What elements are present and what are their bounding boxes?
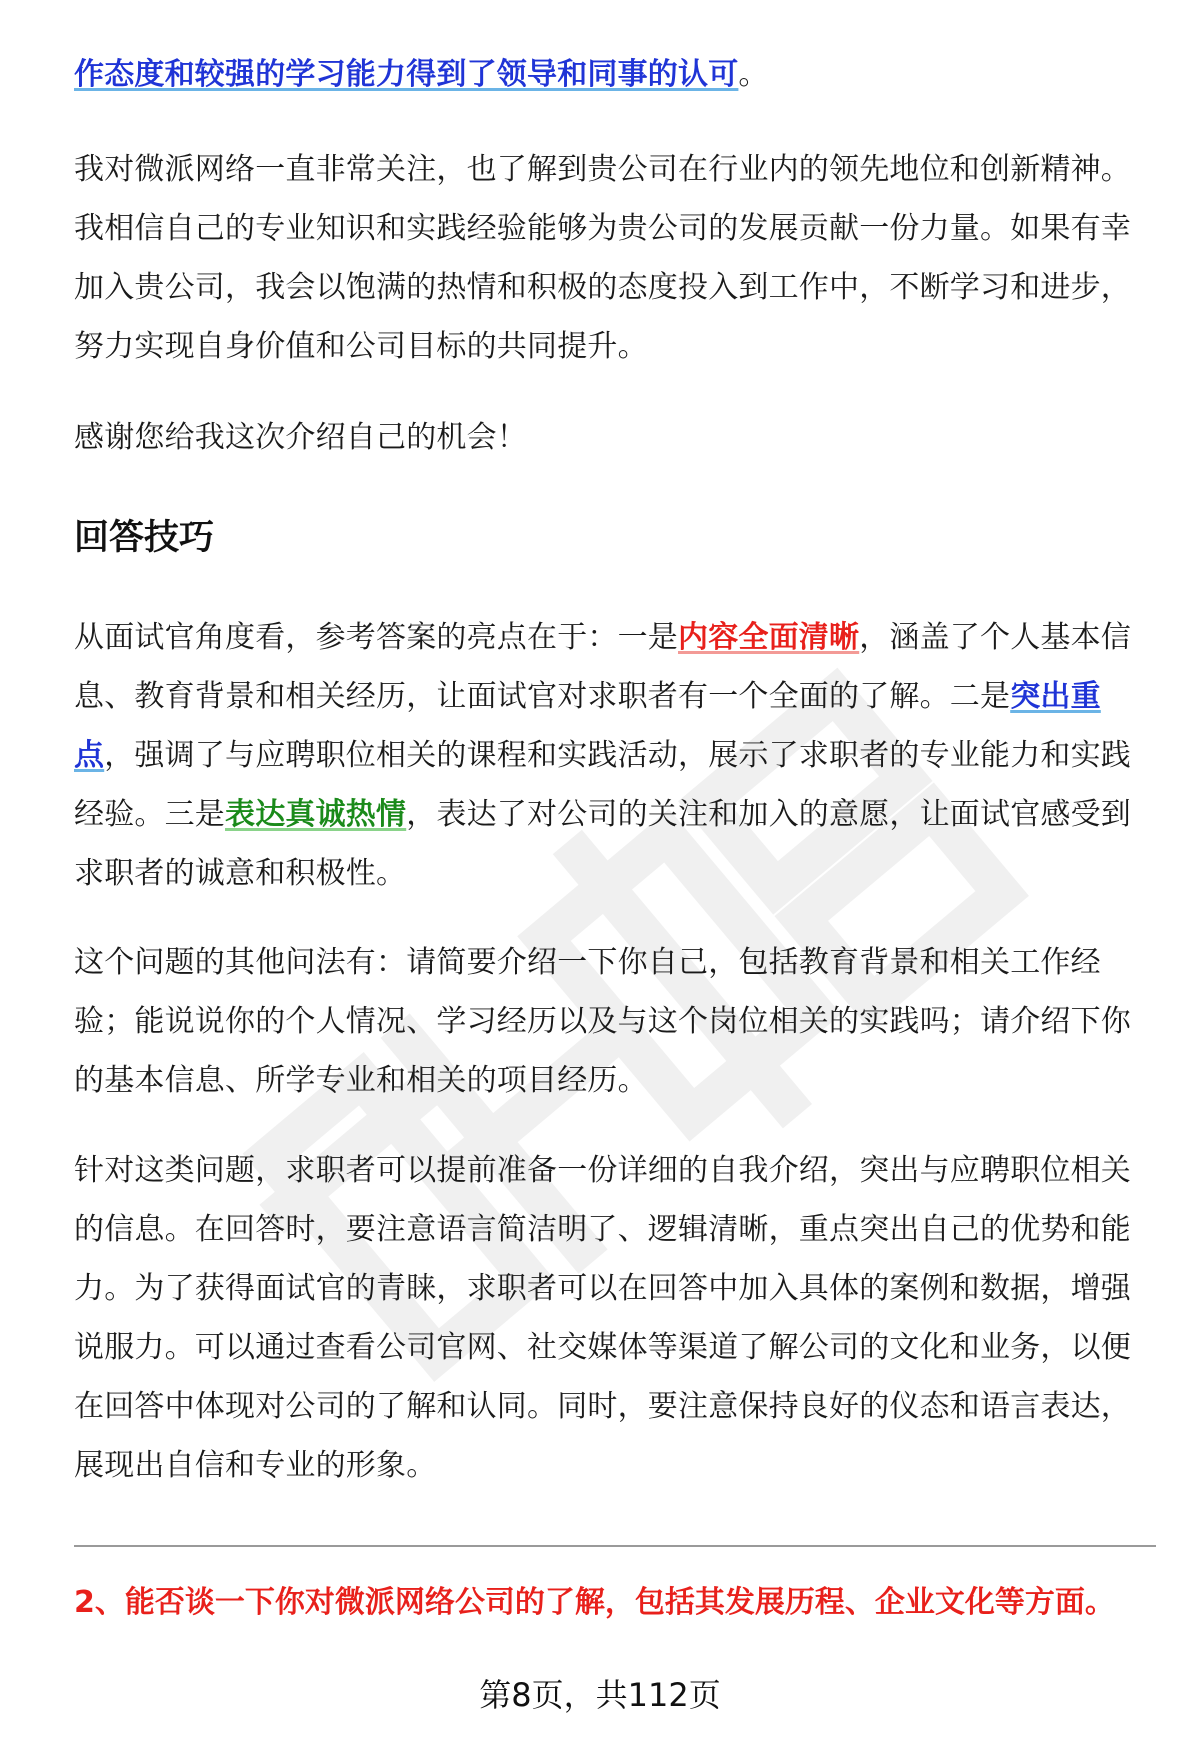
alternate-questions-paragraph: 这个问题的其他问法有：请简要介绍一下你自己，包括教育背景和相关工作经验；能说说你的个人情况、学习经历以及与这个岗位相关的实践吗；请介绍下你的基本信息、所学专业和相关的项目经历。 xyxy=(74,945,1131,1098)
next-question-title: 2、能否谈一下你对微派网络公司的了解，包括其发展历程、企业文化等方面。 xyxy=(74,1585,1115,1620)
page-footer: 第8页，共112页 xyxy=(479,1676,721,1714)
thanks-paragraph: 感谢您给我这次介绍自己的机会！ xyxy=(74,420,527,455)
section-title: 回答技巧 xyxy=(74,518,215,558)
tips-text: ，强调了与应聘职位相关的课程和实践活动，展示了求职者的专业能力和实践经验。三是 xyxy=(74,738,1132,832)
intro-tail-paragraph xyxy=(74,45,1156,104)
section-divider xyxy=(74,1545,1156,1547)
tips-text: ，表达了对公司的关注和加入的意愿，让面试官感受到求职者的诚意和积极性。 xyxy=(74,797,1132,891)
punctuation: 。 xyxy=(738,57,769,92)
tips-text: ，涵盖了个人基本信息、教育背景和相关经历，让面试官对求职者有一个全面的了解。二是 xyxy=(74,620,1132,714)
document-page xyxy=(74,0,1156,1755)
company-interest-paragraph: 我对微派网络一直非常关注，也了解到贵公司在行业内的领先地位和创新精神。我相信自己的专业知识和实践经验能够为贵公司的发展贡献一份力量。如果有幸加入贵公司，我会以饱满的热情和积极的态度投入到工作中，不断学习和进步，努力实现自身价值和公司目标的共同提升。 xyxy=(74,152,1131,364)
tips-paragraph-highlights xyxy=(74,608,1156,903)
highlight-blue-text: 突出重点 xyxy=(74,679,1101,773)
advice-paragraph: 针对这类问题，求职者可以提前准备一份详细的自我介绍，突出与应聘职位相关的信息。在回答时，要注意语言简洁明了、逻辑清晰，重点突出自己的优势和能力。为了获得面试官的青睐，求职者可以在回答中加入具体的案例和数据，增强说服力。可以通过查看公司官网、社交媒体等渠道了解公司的文化和业务，以便在回答中体现对公司的了解和认同。同时，要注意保持良好的仪态和语言表达，展现出自信和专业的形象。 xyxy=(74,1153,1131,1483)
tips-text: 从面试官角度看，参考答案的亮点在于：一是 xyxy=(74,620,678,655)
highlight-red-text: 内容全面清晰 xyxy=(678,620,860,655)
highlight-green-text: 表达真诚热情 xyxy=(225,797,407,832)
highlight-blue-text: 作态度和较强的学习能力得到了领导和同事的认可 xyxy=(74,57,739,92)
